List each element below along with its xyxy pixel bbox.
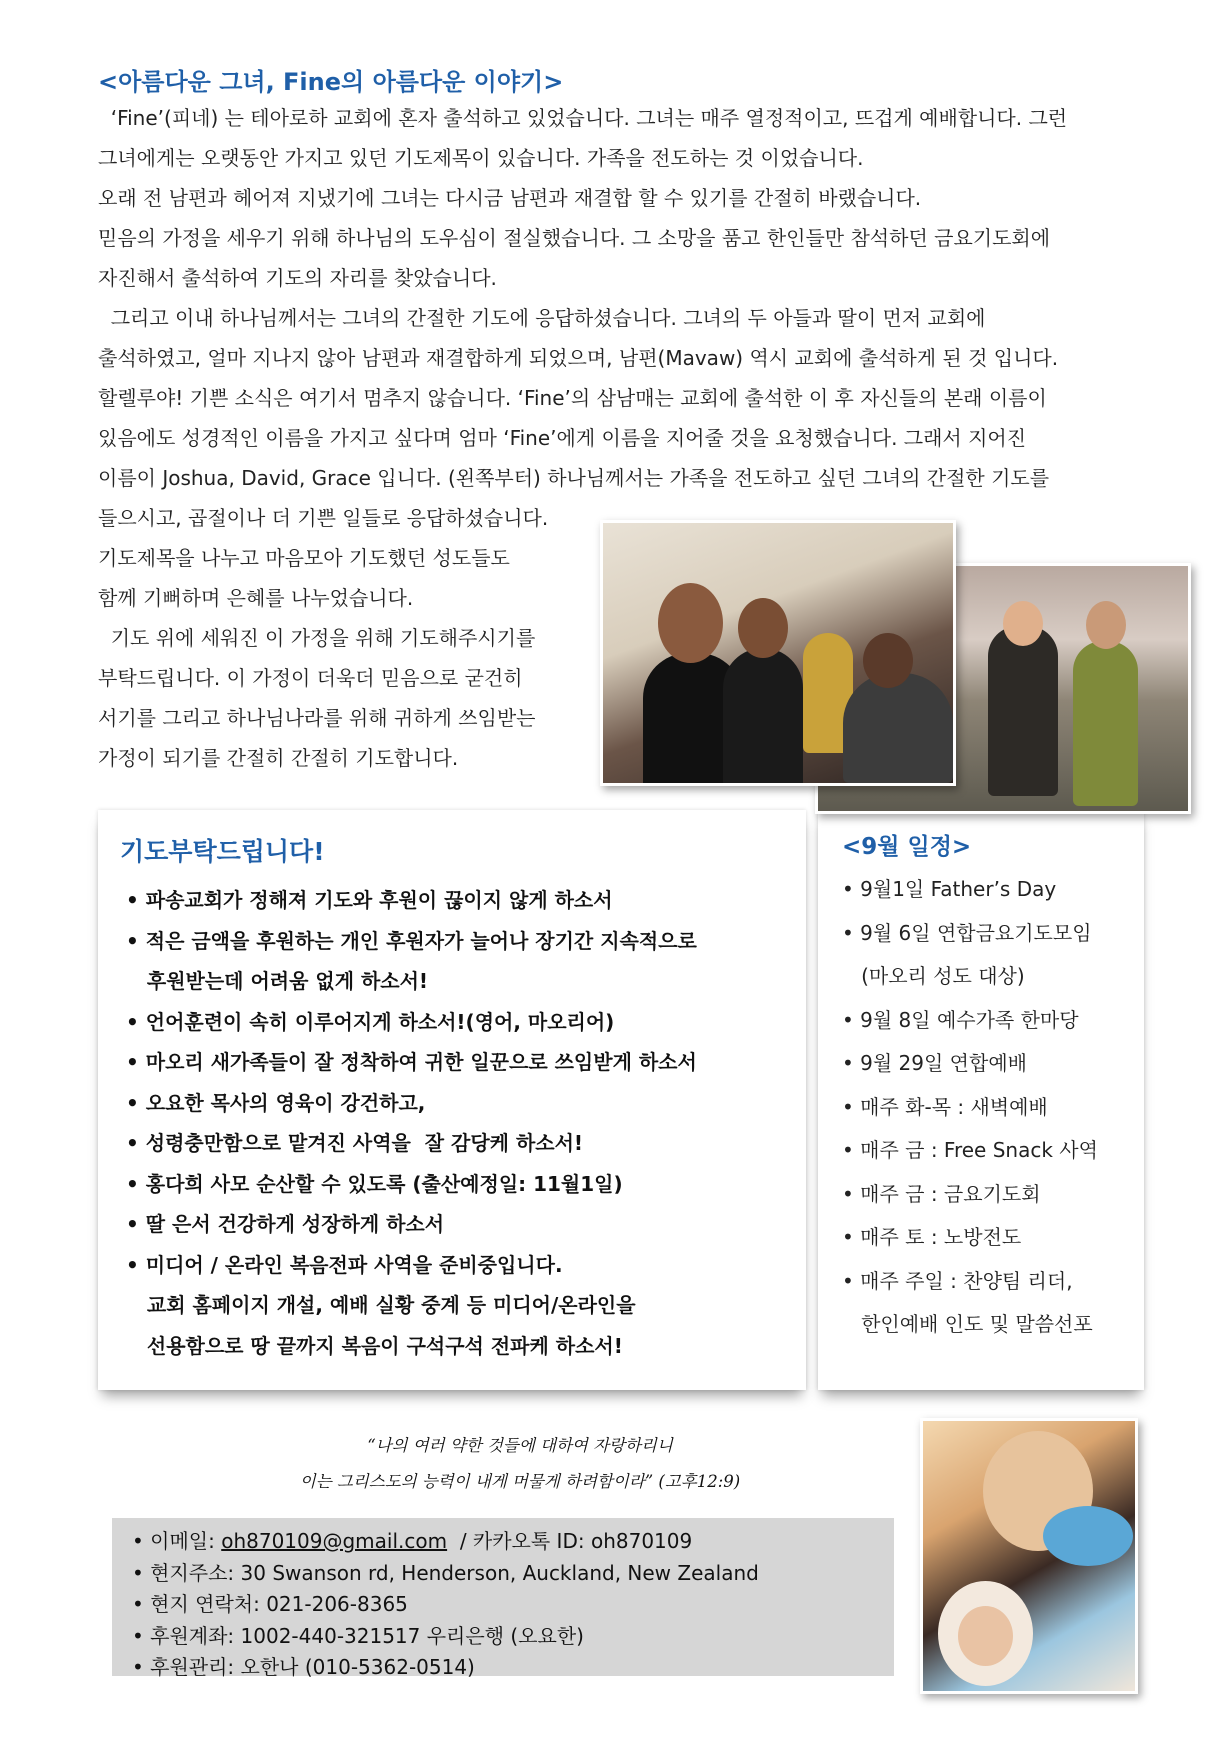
story-body-left xyxy=(98,498,618,778)
bible-verse xyxy=(240,1428,800,1500)
verse-line: “나의 여러 약한 것들에 대하여 자랑하리니 xyxy=(367,1436,673,1455)
list-item: • 미디어 / 온라인 복음전파 사역을 준비중입니다. xyxy=(126,1252,563,1277)
email-link[interactable]: oh870109@gmail.com xyxy=(221,1529,448,1553)
list-item: • 매주 금 : 금요기도회 xyxy=(842,1181,1041,1206)
selfie-photo xyxy=(920,1418,1138,1694)
prayer-list xyxy=(126,880,697,1366)
list-item: • 홍다희 사모 순산할 수 있도록 (출산예정일: 11월1일) xyxy=(126,1171,623,1196)
kakao-id: / 카카오톡 ID: oh870109 xyxy=(447,1529,693,1553)
story-line: 가정이 되기를 간절히 간절히 기도합니다. xyxy=(98,746,459,770)
account-row: • 후원계좌: 1002-440-321517 우리은행 (오요한) xyxy=(132,1623,584,1648)
story-title: <아름다운 그녀, Fine의 아름다운 이야기> xyxy=(98,68,564,96)
story-line: 부탁드립니다. 이 가정이 더욱더 믿음으로 굳건히 xyxy=(98,666,523,690)
schedule-title: <9월 일정> xyxy=(842,834,972,860)
list-item: 후원받는데 어려움 없게 하소서! xyxy=(126,969,429,993)
list-item: • 매주 금 : Free Snack 사역 xyxy=(842,1138,1098,1162)
list-item: • 9월 8일 예수가족 한마당 xyxy=(842,1007,1079,1032)
list-item: 교회 홈페이지 개설, 예배 실황 중계 등 미디어/온라인을 xyxy=(126,1293,636,1317)
contact-box xyxy=(112,1518,894,1679)
prayer-title: 기도부탁드립니다! xyxy=(120,837,325,866)
list-item: • 적은 금액을 후원하는 개인 후원자가 늘어나 장기간 지속적으로 xyxy=(126,928,697,953)
story-line: 자진해서 출석하여 기도의 자리를 찾았습니다. xyxy=(98,266,497,290)
story-line: 들으시고, 곱절이나 더 기쁜 일들로 응답하셨습니다. xyxy=(98,506,549,530)
email-label: • 이메일: xyxy=(132,1529,222,1553)
story-line: 오래 전 남편과 헤어져 지냈기에 그녀는 다시금 남편과 재결합 할 수 있기를 간절히 바랬습니다. xyxy=(98,186,922,210)
list-item: • 9월 6일 연합금요기도모임 xyxy=(842,920,1092,945)
list-item: (마오리 성도 대상) xyxy=(842,964,1025,988)
story-line: 그녀에게는 오랫동안 가지고 있던 기도제목이 있습니다. 가족을 전도하는 것 이었습니다. xyxy=(98,146,864,170)
prayer-request-box xyxy=(98,810,806,1390)
list-item: • 오요한 목사의 영육이 강건하고, xyxy=(126,1090,426,1115)
contact-list xyxy=(132,1526,759,1684)
list-item: • 마오리 새가족들이 잘 정착하여 귀한 일꾼으로 쓰임받게 하소서 xyxy=(126,1050,697,1074)
story-line: 출석하였고, 얼마 지나지 않아 남편과 재결합하게 되었으며, 남편(Mavaw) 역시 교회에 출석하게 된 것 입니다. xyxy=(98,346,1059,370)
story-line: 할렐루야! 기쁜 소식은 여기서 멈추지 않습니다. ‘Fine’의 삼남매는 교회에 출석한 이 후 자신들의 본래 이름이 xyxy=(98,386,1047,410)
email-row xyxy=(132,1526,759,1558)
list-item: 선용함으로 땅 끝까지 복음이 구석구석 전파케 하소서! xyxy=(126,1333,623,1358)
story-line: 믿음의 가정을 세우기 위해 하나님의 도우심이 절실했습니다. 그 소망을 품고 한인들만 참석하던 금요기도회에 xyxy=(98,226,1051,250)
list-item: • 딸 은서 건강하게 성장하게 하소서 xyxy=(126,1212,445,1236)
list-item: • 매주 주일 : 찬양팀 리더, xyxy=(842,1268,1073,1293)
schedule-box xyxy=(818,810,1144,1390)
list-item: • 매주 토 : 노방전도 xyxy=(842,1225,1022,1249)
list-item: • 9월1일 Father’s Day xyxy=(842,877,1057,901)
story-line: 기도제목을 나누고 마음모아 기도했던 성도들도 xyxy=(98,546,510,570)
story-line: 있음에도 성경적인 이름을 가지고 싶다며 엄마 ‘Fine’에게 이름을 지어줄 것을 요청했습니다. 그래서 지어진 xyxy=(98,426,1027,450)
list-item: • 매주 화-목 : 새벽예배 xyxy=(842,1094,1048,1119)
family-photo xyxy=(600,520,956,786)
address-row: • 현지주소: 30 Swanson rd, Henderson, Auckland, New Zealand xyxy=(132,1560,759,1585)
story-body xyxy=(98,98,1178,498)
story-line: 이름이 Joshua, David, Grace 입니다. (왼쪽부터) 하나님께서는 가족을 전도하고 싶던 그녀의 간절한 기도를 xyxy=(98,466,1050,490)
list-item: 한인예배 인도 및 말씀선포 xyxy=(842,1312,1093,1336)
story-line: 함께 기뻐하며 은혜를 나누었습니다. xyxy=(98,586,414,610)
phone-row: • 현지 연락처: 021-206-8365 xyxy=(132,1592,408,1616)
schedule-list xyxy=(842,868,1098,1347)
manager-row: • 후원관리: 오한나 (010-5362-0514) xyxy=(132,1655,475,1679)
list-item: • 언어훈련이 속히 이루어지게 하소서!(영어, 마오리어) xyxy=(126,1009,615,1034)
list-item: • 성령충만함으로 맡겨진 사역을 잘 감당케 하소서! xyxy=(126,1131,584,1155)
verse-line: 이는 그리스도의 능력이 내게 머물게 하려함이라” (고후12:9) xyxy=(299,1472,741,1491)
story-line: 기도 위에 세워진 이 가정을 위해 기도해주시기를 xyxy=(98,626,536,650)
story-line: 그리고 이내 하나님께서는 그녀의 간절한 기도에 응답하셨습니다. 그녀의 두 아들과 딸이 먼저 교회에 xyxy=(98,306,986,330)
story-line: ‘Fine’(피네) 는 테아로하 교회에 혼자 출석하고 있었습니다. 그녀는 매주 열정적이고, 뜨겁게 예배합니다. 그런 xyxy=(98,106,1068,130)
list-item: • 9월 29일 연합예배 xyxy=(842,1051,1027,1075)
story-line: 서기를 그리고 하나님나라를 위해 귀하게 쓰임받는 xyxy=(98,706,536,730)
list-item: • 파송교회가 정해져 기도와 후원이 끊이지 않게 하소서 xyxy=(126,888,613,912)
